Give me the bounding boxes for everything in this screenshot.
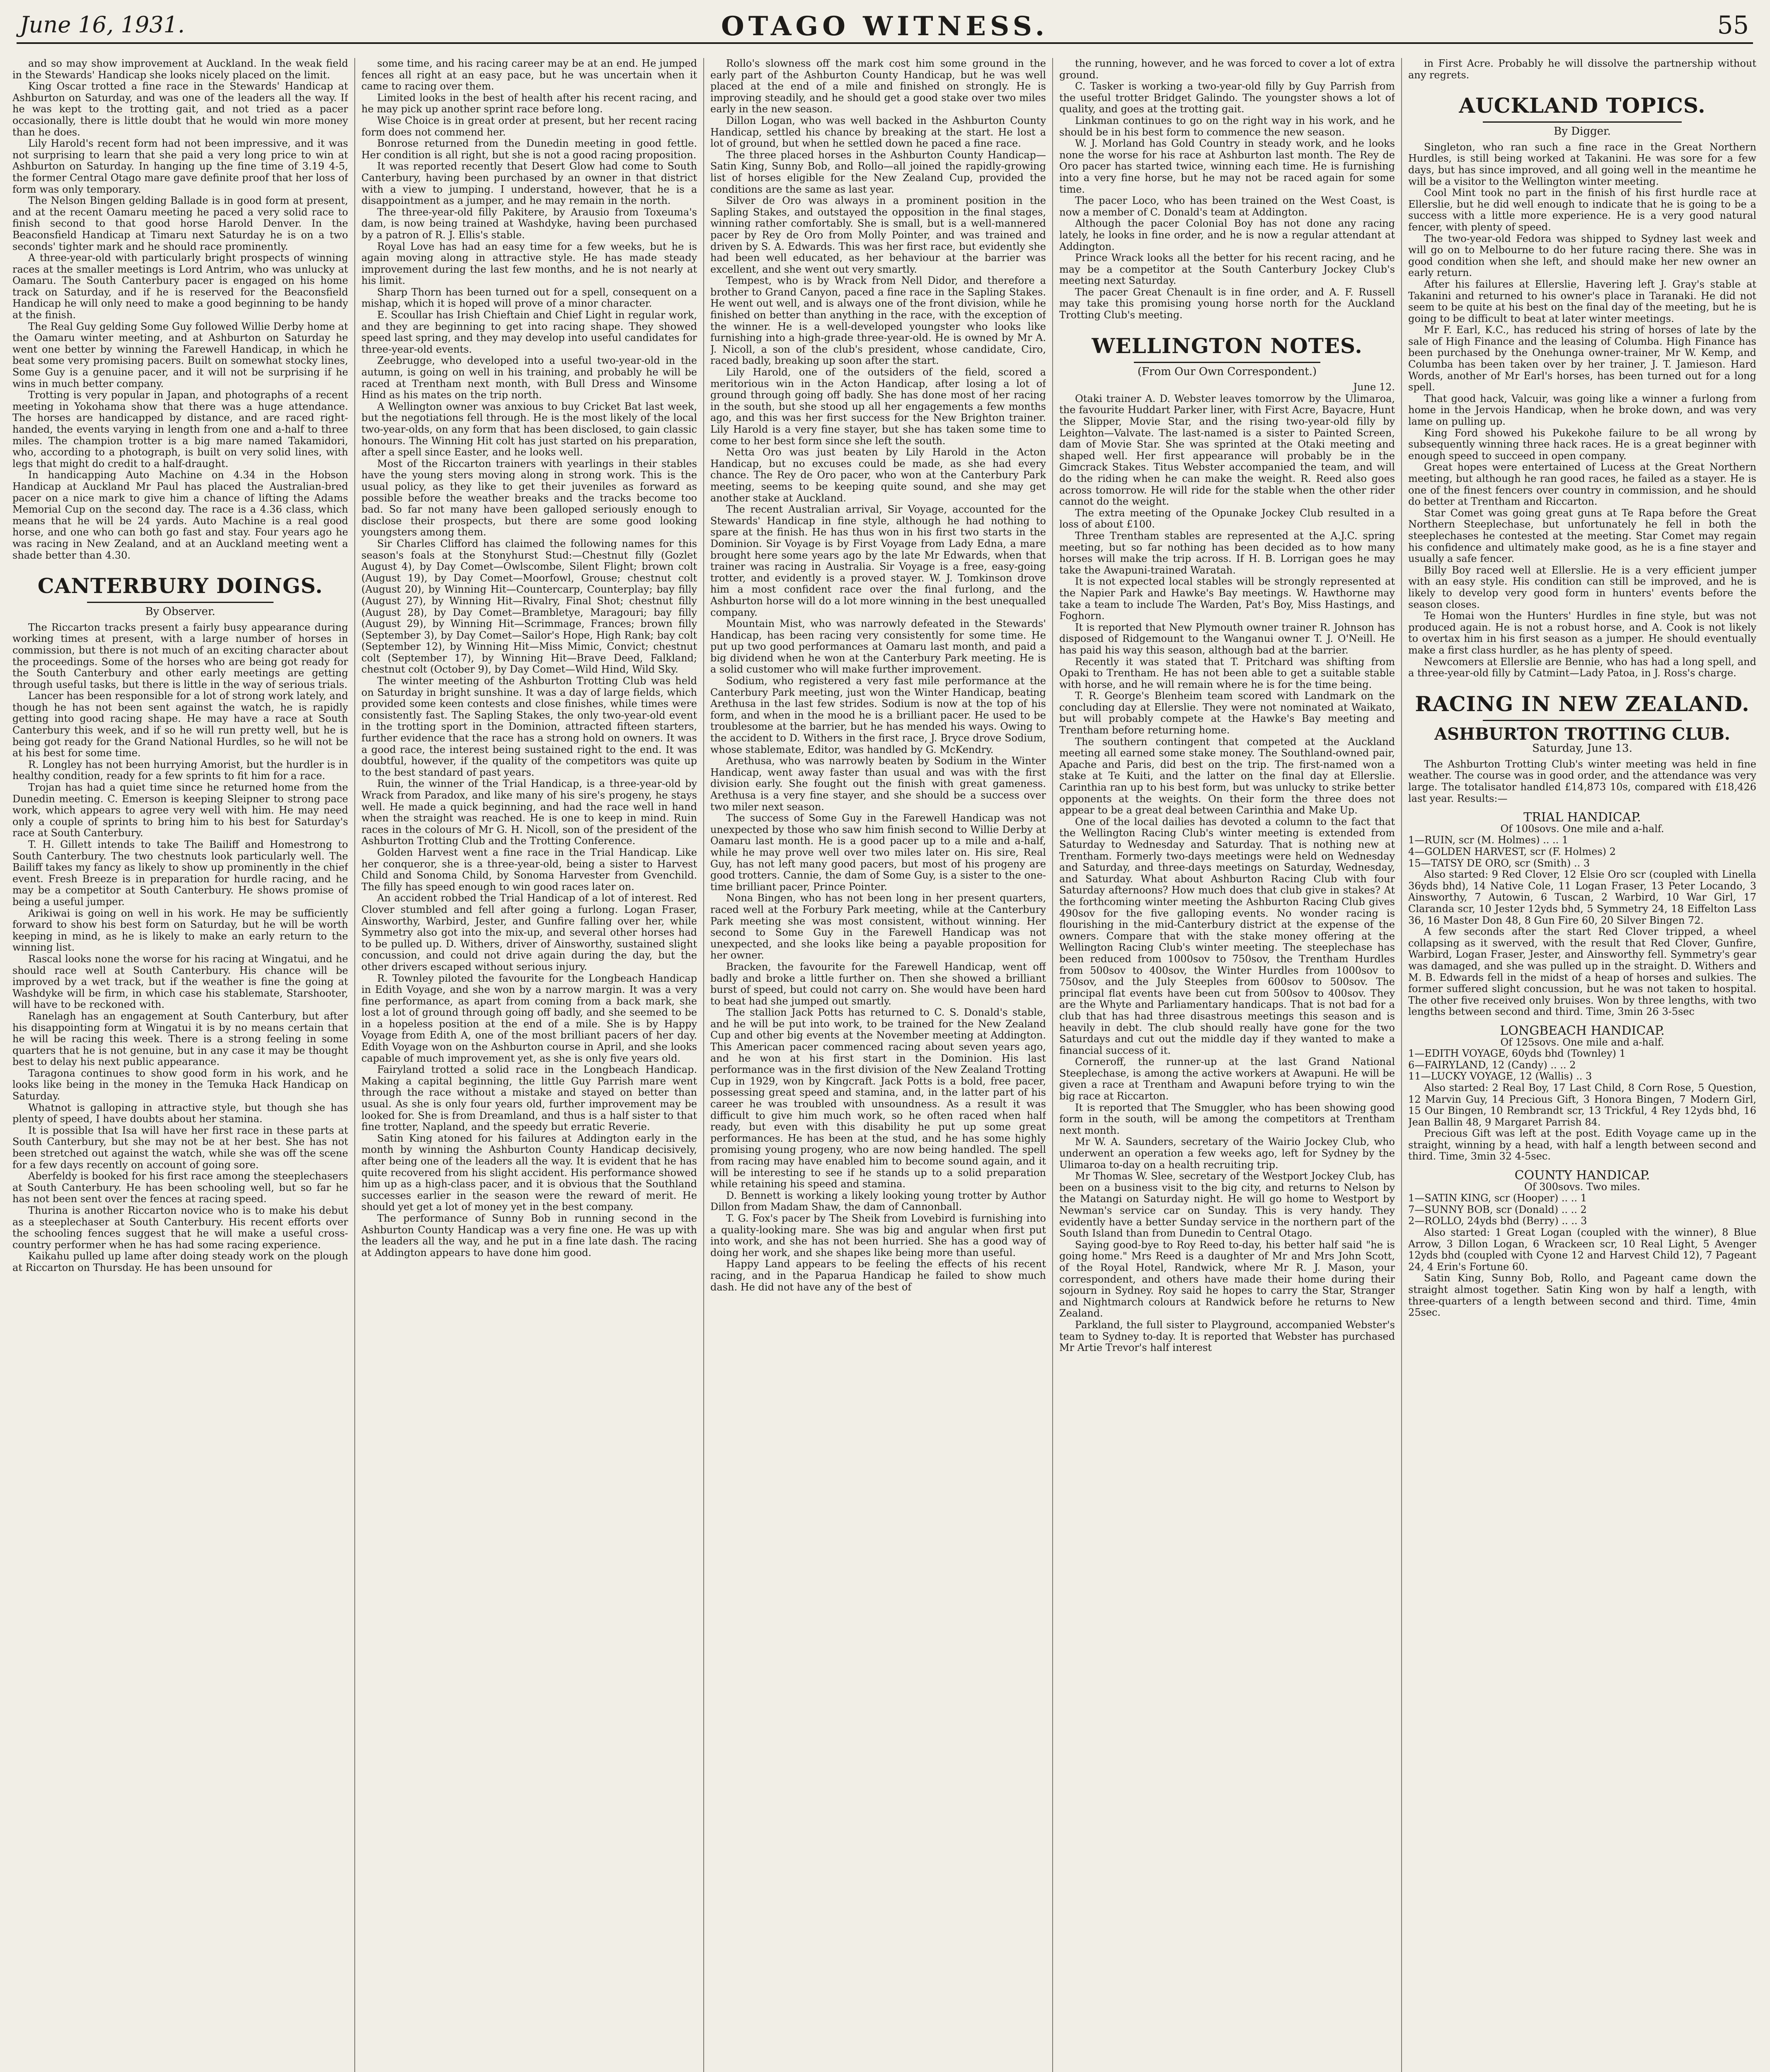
paragraph: Lily Harold, one of the outsiders of the field, scored a meritorious win in the Acton Handicap, after losing a lot of ground through going off badly. She has done most of her racing in the south, but she stood up all her engagements a few months ago, and this was her first success for the New Brighton trainer. Lily Harold is a very fine stayer, but she has taken some time to come to her best form since she left the south. (710, 366, 1046, 447)
paragraph: Trotting is very popular in Japan, and photographs of a recent meeting in Yokohama show that there was a huge attendance. The horses are handicapped by distance, and are raced right-handed, the events varying in length from one and a-half to three miles. The champion trotter is a big mare named Takamidori, who, according to a photograph, is built on very solid lines, with legs that might do credit to a half-draught. (12, 389, 348, 470)
paragraph: Mr W. A. Saunders, secretary of the Wairio Jockey Club, who underwent an operation a few weeks ago, left for Sydney by the Ulimaroa to-day on a health recruiting trip. (1059, 1136, 1395, 1171)
paragraph: It is possible that Isa will have her first race in these parts at South Canterbury, but she may not be at her best. She has not been stretched out against the watch, while she was off the scene for a few days recently on account of going sore. (12, 1124, 348, 1171)
longbeach-title: LONGBEACH HANDICAP. (1500, 1023, 1665, 1038)
county-terms: Of 300sovs. Two miles. (1524, 1181, 1640, 1193)
paragraph: The extra meeting of the Opunake Jockey Club resulted in a loss of about £100. (1059, 507, 1395, 530)
result-line: 7—SUNNY BOB, scr (Donald) .. .. 2 (1408, 1203, 1587, 1215)
paragraph: Most of the Riccarton trainers with yearlings in their stables have the young sters moving along in strong work. This is the usual policy, as they like to get their juveniles as forward as possible before the weather breaks and the tracks become too bad. So far not many have been galloped seriously enough to disclose their prospects, but there are some good looking youngsters among them. (361, 457, 697, 538)
section-heading-wellington: WELLINGTON NOTES. (1092, 333, 1363, 358)
byline-auckland: By Digger. (1554, 125, 1611, 138)
paragraph: C. Tasker is working a two-year-old filly by Guy Parrish from the useful trotter Bridget Galindo. The youngster shows a lot of quality, and goes at the trotting gait. (1059, 80, 1395, 115)
paragraph: Mr F. Earl, K.C., has reduced his string of horses of late by the sale of High Finance and the leasing of Columba. High Finance has been purchased by the Onehunga owner-trainer, Mr W. Kemp, and Columba has been taken over by her trainer, J. T. Jamieson. Hard Words, another of Mr Earl's horses, has been turned out for a long spell. (1408, 324, 1756, 393)
column-rule (703, 58, 704, 2072)
dateline-wellington: June 12. (1353, 381, 1395, 393)
paragraph: Arikiwai is going on well in his work. He may be sufficiently forward to show his best form on Saturday, but he will be worth keeping in mind, as he is likely to make an early return to the winning list. (12, 907, 348, 954)
paragraph: T. G. Fox's pacer by The Sheik from Lovebird is furnishing into a quality-looking mare. She was big and angular when first put into work, and she has not been hurried. She has a good way of doing her work, and she shapes like being more than useful. (710, 1212, 1046, 1259)
byline-wellington: (From Our Own Correspondent.) (1137, 365, 1317, 378)
paragraph: Zeebrugge, who developed into a useful two-year-old in the autumn, is going on well in his training, and probably he will be raced at Trentham next month, with Bull Dress and Winsome Hind as his mates on the trip north. (361, 355, 697, 401)
paragraph: In handicapping Auto Machine on 4.34 in the Hobson Handicap at Auckland Mr Paul has placed the Australian-bred pacer on a nice mark to give him a chance of lifting the Adams Memorial Cup on the second day. The race is a 4.36 class, which means that he will be 24 yards. Auto Machine is a real good horse, and one who can both go fast and stay. Four years ago he was racing in New Zealand, and at an Auckland meeting went a shade better than 4.30. (12, 469, 348, 561)
trial-results (1408, 835, 1756, 869)
paragraph: Linkman continues to go on the right way in his work, and he should be in his best form to commence the new season. (1059, 114, 1395, 138)
paragraph: Bonrose returned from the Dunedin meeting in good fettle. Her condition is all right, but she is not a good racing proposition. (361, 138, 697, 161)
paragraph: The stallion Jack Potts has returned to C. S. Donald's stable, and he will be put into work, to be trained for the New Zealand Cup and other big events at the November meeting at Addington. This American pacer commenced racing about seven years ago, and he won at his first start in the Dominion. His last performance was in the first division of the New Zealand Trotting Cup in 1929, won by Kingcraft. Jack Potts is a bold, free pacer, possessing great speed and stamina, and, in the latter part of his career he was troubled with unsoundness. As a result it was difficult to give him much work, so he often raced when half ready, but even with this disability he put up some great performances. He has been at the stud, and he has some highly promising young progeny, who are now being handled. The spell from racing may have enabled him to become sound again, and it will be interesting to see if he stands up to a solid preparation while retaining his speed and stamina. (710, 1007, 1046, 1190)
result-line: 15—TATSY DE ORO, scr (Smith) .. 3 (1408, 857, 1590, 869)
section-heading-canterbury: CANTERBURY DOINGS. (37, 574, 323, 598)
longbeach-terms: Of 125sovs. One mile and a-half. (1500, 1036, 1664, 1048)
result-line: 11—LUCKY VOYAGE, 12 (Wallis) .. 3 (1408, 1070, 1592, 1082)
paragraph: T. R. George's Blenheim team scored with Landmark on the concluding day at Ellerslie. They were not nominated at Waikato, but will probably compete at the Hawke's Bay meeting and Trentham before returning home. (1059, 690, 1395, 736)
paragraph: Prince Wrack looks all the better for his recent racing, and he may be a competitor at the South Canterbury Jockey Club's meeting next Saturday. (1059, 252, 1395, 287)
paragraph: The success of Some Guy in the Farewell Handicap was not unexpected by those who saw him finish second to Willie Derby at Oamaru last month. He is a good pacer up to a mile and a-half, while he may prove well over two miles later on. His sire, Real Guy, has not left many good pacers, but most of his progeny are good trotters. Cannie, the dam of Some Guy, is a sister to the one-time brilliant pacer, Prince Pointer. (710, 812, 1046, 893)
paragraph: Fairyland trotted a solid race in the Longbeach Handicap. Making a capital beginning, the little Guy Parrish mare went through the race without a mistake and stayed on better than usual. As she is only four years old, further improvement may be looked for. She is from Dreamland, and thus is a half sister to that fine trotter, Napland, and the speedy but erratic Reverie. (361, 1064, 697, 1133)
byline-canterbury: By Observer. (145, 605, 215, 618)
paragraph: R. Longley has not been hurrying Amorist, but the hurdler is in healthy condition, ready for a few sprints to fit him for a race. (12, 758, 348, 782)
paragraph: Corneroff, the runner-up at the last Grand National Steeplechase, is among the active workers at Awapuni. He will be given a race at Trentham and Awapuni before trying to win the big race at Riccarton. (1059, 1056, 1395, 1102)
paragraph: It is not expected local stables will be strongly represented at the Napier Park and Hawke's Bay meetings. W. Hawthorne may take a team to include The Warden, Pat's Boy, Miss Hastings, and Foghorn. (1059, 576, 1395, 622)
paragraph: After his failures at Ellerslie, Havering left J. Gray's stable at Takanini and returned to his owner's place in Taranaki. He did not seem to be quite at his best on the final day of the meeting, but he is going to be difficult to beat at later winter meetings. (1408, 278, 1756, 324)
column-4 (1059, 58, 1395, 2072)
paragraph: Royal Love has had an easy time for a few weeks, but he is again moving along in attractive style. He has made steady improvement during the last few months, and he is not nearly at his limit. (361, 240, 697, 287)
race-date: Saturday, June 13. (1532, 742, 1632, 755)
paragraph: The three placed horses in the Ashburton County Handicap—Satin King, Sunny Bob, and Rollo—all joined the rapidly-growing list of horses eligible for the New Zealand Cup, provided the conditions are the same as last year. (710, 149, 1046, 195)
paragraph: Taragona continues to show good form in his work, and he looks like being in the money in the Temuka Hack Handicap on Saturday. (12, 1067, 348, 1102)
paragraph: The pacer Loco, who has been trained on the West Coast, is now a member of C. Donald's team at Addington. (1059, 195, 1395, 218)
paragraph: Kaikahu pulled up lame after doing steady work on the plough at Riccarton on Thursday. He has been unsound for (12, 1250, 348, 1273)
paragraph: Silver de Oro was always in a prominent position in the Sapling Stakes, and outstayed the opposition in the final stages, winning rather comfortably. She is small, but is a well-mannered pacer by Rey de Oro from Molly Pointer, and was trained and driven by S. A. Edwards. This was her first race, but evidently she had been well educated, as her behaviour at the barrier was excellent, and she went out very smartly. (710, 195, 1046, 275)
longbeach-note: Precious Gift was left at the post. Edith Voyage came up in the straight, winning by a head, with half a length between second and third. Time, 3min 32 4-5sec. (1408, 1128, 1756, 1162)
paragraph: Lily Harold's recent form had not been impressive, and it was not surprising to learn that she paid a very long price to win at Ashburton on Saturday. In hanging up the fine time of 3.19 4-5, the former Central Otago mare gave definite proof that her loss of form was only temporary. (12, 138, 348, 195)
result-line: 2—ROLLO, 24yds bhd (Berry) .. .. 3 (1408, 1215, 1587, 1227)
paragraph: Limited looks in the best of health after his recent racing, and he may pick up another sprint race before long. (361, 92, 697, 115)
paragraph: R. Townley piloted the favourite for the Longbeach Handicap in Edith Voyage, and she won by a narrow margin. It was a very fine performance, as apart from coming from a back mark, she lost a lot of ground through going off badly, and she seemed to be in a hopeless position at the end of a mile. She is by Happy Voyage from Edith A, one of the most brilliant pacers of her day. Edith Voyage won on the Ashburton course in April, and she looks capable of much improvement yet, as she is only five years old. (361, 972, 697, 1064)
newspaper-title: OTAGO WITNESS. (721, 11, 1048, 42)
racing-intro: The Ashburton Trotting Club's winter meeting was held in fine weather. The course was in good order, and the attendance was very large. The totalisator handled £14,873 10s, compared with £18,426 last year. Results:— (1408, 758, 1756, 804)
canterbury-doings-end (1059, 58, 1395, 321)
paragraph: W. J. Morland has Gold Country in steady work, and he looks none the worse for his race at Ashburton last month. The Rey de Oro pacer has started twice, winning each time. He is furnishing into a very fine horse, but he may not be raced again for some time. (1059, 138, 1395, 195)
paragraph: T. H. Gillett intends to take The Bailiff and Homestrong to South Canterbury. The two chestnuts look particularly well. The Bailiff takes my fancy as likely to show up prominently in the chief event. Fresh Breeze is in preparation for hurdle racing, and he may be a competitor at South Canterbury. He shows promise of being a useful jumper. (12, 839, 348, 908)
county-note: Satin King, Sunny Bob, Rollo, and Pageant came down the straight almost together. Satin King won by half a length, with three-quarters of a length between second and third. Time, 4min 25sec. (1408, 1272, 1756, 1319)
paragraph: Great hopes were entertained of Lucess at the Great Northern meeting, but although he ran good races, he failed as a stayer. He is one of the finest fencers over country in commission, and he should do better at Trentham and Riccarton. (1408, 461, 1756, 508)
canterbury-doings-continued-2 (710, 58, 1046, 1293)
paragraph: That good hack, Valcuir, was going like a winner a furlong from home in the Jervois Handicap, when he broke down, and was very lame on pulling up. (1408, 392, 1756, 428)
paragraph: Dillon Logan, who was well backed in the Ashburton County Handicap, settled his chance by breaking at the start. He lost a lot of ground, but when he settled down he paced a fine race. (710, 114, 1046, 150)
column-5 (1408, 58, 1756, 2072)
paragraph: Lancer has been responsible for a lot of strong work lately, and though he has not been sent against the watch, he is rapidly getting into good racing shape. He may have a race at South Canterbury this week, and if so he will run pretty well, but he is being got ready for the Grand National Hurdles, so he will not be at his best for some time. (12, 690, 348, 759)
paragraph: Ruin, the winner of the Trial Handicap, is a three-year-old by Wrack from Paradox, and like many of his sire's progeny, he stays well. He made a quick beginning, and had the race well in hand when the straight was reached. He is one to keep in mind. Ruin races in the colours of Mr G. H. Nicoll, son of the president of the Ashburton Trotting Club and the Trotting Conference. (361, 778, 697, 847)
wellington-notes-body (1059, 393, 1395, 1354)
heading-rule (1483, 720, 1682, 721)
trial-title: TRIAL HANDICAP. (1523, 810, 1641, 825)
wellington-notes-end (1408, 58, 1756, 81)
paragraph: Saying good-bye to Roy Reed to-day, his better half said "he is going home." Mrs Reed is a daughter of Mr and Mrs John Scott, of the Royal Hotel, Randwick, where Mr R. J. Mason, your correspondent, and others have made their home during their sojourn in Sydney. Roy said he hopes to carry the Star, Stranger and Nightmarch colours at Randwick before he returns to New Zealand. (1059, 1239, 1395, 1319)
paragraph: Ranelagh has an engagement at South Canterbury, but after his disappointing form at Wingatui it is by no means certain that he will be racing this week. There is a strong feeling in some quarters that he is not genuine, but in any case it may be thought best to delay his next public appearance. (12, 1010, 348, 1068)
paragraph: Recently it was stated that T. Pritchard was shifting from Opaki to Trentham. He has not been able to get a suitable stable with horse, and he will remain where he is for the time being. (1059, 656, 1395, 690)
canterbury-doings-continued (361, 58, 697, 1259)
paragraph: It was reported recently that Desert Glow had come to South Canterbury, having been purchased by an owner in that district with a view to jumping. I understand, however, that he is a disappointment as a jumper, and he may remain in the north. (361, 160, 697, 207)
paragraph: The southern contingent that competed at the Auckland meeting all earned some stake money. The Southland-owned pair, Apache and Paris, did best on the trip. The first-named won a stake at Te Kuiti, and the latter on the final day at Ellerslie. Carinthia ran up to his best form, but was unlucky to strike better opponents at the weights. On their form the three does not appear to be a great deal between Carinthia and Make Up. (1059, 736, 1395, 816)
paragraph: The pacer Great Chenault is in fine order, and A. F. Russell may take this promising young horse north for the Auckland Trotting Club's meeting. (1059, 286, 1395, 321)
paragraph: A Wellington owner was anxious to buy Cricket Bat last week, but the negotiations fell through. He is the most likely of the local two-year-olds, on any form that has been disclosed, to gain classic honours. The Winning Hit colt has just started on his preparation, after a spell since Easter, and he looks well. (361, 400, 697, 458)
paragraph: King Ford showed his Pukekohe failure to be all wrong by subsequently winning three hack races. He is a great beginner with enough speed to succeed in open company. (1408, 427, 1756, 462)
paragraph: Mr Thomas W. Slee, secretary of the Westport Jockey Club, has been on a business visit to the big city, and returns to Nelson by the Matangi on Saturday night. He will go home to Westport by Newman's service car on Sunday. This is very handy. They evidently have a better Sunday service in the northern part of the South Island than from Dunedin to Central Otago. (1059, 1170, 1395, 1239)
county-title: COUNTY HANDICAP. (1514, 1168, 1650, 1183)
auckland-topics-body (1408, 142, 1756, 679)
paragraph: Sir Charles Clifford has claimed the following names for this season's foals at the Stonyhurst Stud:—Chestnut filly (Gozlet August 4), by Day Comet—Owlscombe, Silent Flight; brown colt (August 19), by Day Comet—Moorfowl, Grouse; chestnut colt (August 20), by Winning Hit—Countercarp, Counterplay; bay filly (August 27), by Winning Hit—Rivalry, Final Shot; chestnut filly (August 28), by Day Comet—Brambletye, Maragouri; bay filly (August 29), by Winning Hit—Scrimmage, Frances; brown filly (September 3), by Day Comet—Sailor's Hope, High Rank; bay colt (September 12), by Winning Hit—Miss Mimic, Convict; chestnut colt (September 17), by Winning Hit—Brave Deed, Falkland; chestnut colt (October 9), by Day Comet—Wild Hind, Wild Sky. (361, 537, 697, 675)
paragraph: The performance of Sunny Bob in running second in the Ashburton County Handicap was a very fine one. He was up with the leaders all the way, and he put in a fine late dash. The racing at Addington appears to have done him good. (361, 1212, 697, 1259)
paragraph: Happy Land appears to be feeling the effects of his recent racing, and in the Paparua Handicap he failed to show much dash. He did not have any of the best of (710, 1258, 1046, 1293)
column-1 (12, 58, 348, 2072)
paragraph: It is reported that The Smuggler, who has been showing good form in the south, will be among the competitors at Trentham next month. (1059, 1101, 1395, 1136)
paragraph: Satin King atoned for his failures at Addington early in the month by winning the Ashburton County Handicap decisively, after being one of the leaders all the way. It is evident that he has quite recovered from his slight accident. His performance showed him up as a high-class pacer, and it is obvious that the Southland successes earlier in the season were the reward of merit. He should yet get a lot of money yet in the best company. (361, 1132, 697, 1213)
paragraph: Rascal looks none the worse for his racing at Wingatui, and he should race well at South Canterbury. His chance will be improved by a wet track, but if the weather is fine the going at Washdyke will be firm, in which case his stablemate, Starshooter, will have to be reckoned with. (12, 953, 348, 1011)
trial-terms: Of 100sovs. One mile and a-half. (1500, 823, 1664, 835)
paragraph: King Oscar trotted a fine race in the Stewards' Handicap at Ashburton on Saturday, and was one of the leaders all the way. If he was kept to the trotting gait, and not tried as a pacer occasionally, there is little doubt that he would win more money than he does. (12, 80, 348, 138)
paragraph: Tempest, who is by Wrack from Nell Didor, and therefore a brother to Grand Canyon, paced a fine race in the Sapling Stakes. He went out well, and is always one of the front division, while he finished on better than anything in the race, with the exception of the winner. He is a well-developed youngster who looks like furnishing into a high-grade three-year-old. He is owned by Mr A. J. Nicoll, a son of the club's president, whose candidate, Ciro, raced badly, breaking up soon after the start. (710, 275, 1046, 367)
paragraph: It is reported that New Plymouth owner trainer R. Johnson has disposed of Ridgemount to the Wanganui owner T. J. O'Neill. He has paid his way this season, although bad at the barrier. (1059, 621, 1395, 656)
club-heading: ASHBURTON TROTTING CLUB. (1434, 724, 1730, 744)
section-heading-auckland: AUCKLAND TOPICS. (1459, 93, 1706, 118)
trial-also: Also started: 9 Red Clover, 12 Elsie Oro scr (coupled with Linella 36yds bhd), 14 Native Cole, 11 Logan Fraser, 13 Peter Locando, 3 Ainsworthy, 7 Autowin, 6 Tuscan, 2 Warbird, 10 War Girl, 17 Claranda scr, 10 Jester 12yds bhd, 5 Symmetry 24, 18 Eiffelton Lass 36, 16 Master Don 48, 8 Gun Fire 60, 20 Silver Bingen 72. (1408, 869, 1756, 926)
paragraph: Singleton, who ran such a fine race in the Great Northern Hurdles, is still being worked at Takanini. He was sore for a few days, but has since improved, and all going well in the meantime he will be a visitor to the Wellington winter meeting. (1408, 141, 1756, 187)
column-rule (354, 58, 355, 2072)
paragraph: E. Scoullar has Irish Chieftain and Chief Light in regular work, and they are beginning to get into racing shape. They showed speed last spring, and they may develop into useful candidates for three-year-old events. (361, 309, 697, 355)
paragraph: Rollo's slowness off the mark cost him some ground in the early part of the Ashburton County Handicap, but he was well placed at the end of a mile and finished on strongly. He is improving steadily, and he should get a good stake over two miles early in the new season. (710, 58, 1046, 115)
paragraph: Thurina is another Riccarton novice who is to make his debut as a steeplechaser at South Canterbury. His recent efforts over the schooling fences suggest that he will make a useful cross-country performer when he has had some racing experience. (12, 1205, 348, 1251)
paragraph: Bracken, the favourite for the Farewell Handicap, went off badly and broke a little further on. Then she showed a brilliant burst of speed, but could not carry on. She would have been hard to beat had she jumped out smartly. (710, 961, 1046, 1007)
trotting-notes-continued (12, 58, 348, 561)
paragraph: Nona Bingen, who has not been long in her present quarters, raced well at the Forbury Park meeting, while at the Canterbury Park meeting she was most consistent, without winning. Her second to Some Guy in the Farewell Handicap was not unexpected, and she looks like being a payable proposition for her owner. (710, 892, 1046, 961)
paragraph: Aberfeldy is booked for his first race among the steeplechasers at South Canterbury. He has been schooling well, but so far he has not been sent over the fences at racing speed. (12, 1170, 348, 1205)
paragraph: Billy Boy raced well at Ellerslie. He is a very efficient jumper with an easy style. His condition can still be improved, and he is likely to develop very good form in hunters' events before the season closes. (1408, 564, 1756, 610)
paragraph: One of the local dailies has devoted a column to the fact that the Wellington Racing Club's winter meeting is extended from Saturday to Wednesday and Saturday. That is nothing new at Trentham. Formerly two-days meetings were held on Wednesday and Saturday, and three-days meetings on Saturday, Wednesday, and Saturday. What about Ashburton Racing Club with four Saturday afternoons? How much does that club give in stakes? At the forthcoming winter meeting the Ashburton Racing Club gives 490sov for the five galloping events. No wonder racing is flourishing in the mid-Canterbury district at the expense of the owners. Compare that with the stake money offering at the Wellington Racing Club's winter meeting. The steeplechase has been reduced from 1000sov to 750sov, the Trentham Hurdles from 500sov to 400sov, the Winter Hurdles from 1000sov to 750sov, and the July Steeples from 600sov to 500sov. The principal flat events have been cut from 500sov to 400sov. They are the Whyte and Parliamentary handicaps. That is not bad for a club that has had three disastrous meetings this season and is heavily in debt. The club should really have gone for the two Saturdays and cut out the middle day if they wanted to make a financial success of it. (1059, 816, 1395, 1056)
paragraph: Golden Harvest went a fine race in the Trial Handicap. Like her conqueror, she is a three-year-old, being a sister to Harvest Child and Sonoma Child, by Sonoma Harvester from Gvenchild. The filly has speed enough to win good races later on. (361, 846, 697, 893)
longbeach-results (1408, 1048, 1756, 1082)
column-3 (710, 58, 1046, 2072)
paragraph: Otaki trainer A. D. Webster leaves tomorrow by the Ulimaroa, the favourite Huddart Parker liner, with First Acre, Bayacre, Hunt the Slipper, Movie Star, and the rising two-year-old filly by Leighton—Valvate. The last-named is a sister to Painted Screen, dam of Movie Star. She was sprinted at the Otaki meeting and shaped well. Her first appearance will probably be in the Gimcrack Stakes. Titus Webster accompanied the team, and will do the riding when he can make the weight. R. Reed also goes across tomorrow. He will ride for the stable when the other rider cannot do the weight. (1059, 392, 1395, 508)
paragraph: An accident robbed the Trial Handicap of a lot of interest. Red Clover stumbled and fell after going a furlong. Logan Fraser, Ainsworthy, Warbird, Jester, and Gunfire falling over her, while Symmetry also got into the mix-up, and several other horses had to be pulled up. D. Withers, driver of Ainsworthy, sustained slight concussion, and could not drive again during the day, but the other drivers escaped without serious injury. (361, 892, 697, 973)
heading-rule (1483, 121, 1682, 123)
result-line: 4—GOLDEN HARVEST, scr (F. Holmes) 2 (1408, 846, 1616, 858)
paragraph: Parkland, the full sister to Playground, accompanied Webster's team to Sydney to-day. It is reported that Webster has purchased Mr Artie Trevor's half interest (1059, 1319, 1395, 1354)
paragraph: Arethusa, who was narrowly beaten by Sodium in the Winter Handicap, went away faster than usual and was with the first division early. She fought out the finish with great gameness. Arethusa is a very fine stayer, and she should be a success over two miler next season. (710, 755, 1046, 813)
section-heading-racing: RACING IN NEW ZEALAND. (1415, 691, 1750, 716)
paragraph: A three-year-old with particularly bright prospects of winning races at the smaller meetings is Lord Antrim, who was unlucky at Oamaru. The South Canterbury pacer is engaged on his home track on Saturday, and if he is reserved for the Beaconsfield Handicap he will only need to make a good beginning to be handy at the finish. (12, 252, 348, 321)
paragraph: Mountain Mist, who was narrowly defeated in the Stewards' Handicap, has been racing very consistently for some time. He put up two good performances at Oamaru last month, and paid a big dividend when he won at the Canterbury Park meeting. He is a solid customer who will make further improvement. (710, 618, 1046, 675)
paragraph: Wise Choice is in great order at present, but her recent racing form does not commend her. (361, 114, 697, 138)
paragraph: in First Acre. Probably he will dissolve the partnership without any regrets. (1408, 58, 1756, 81)
column-rule (1401, 58, 1402, 2072)
column-2 (361, 58, 697, 2072)
paragraph: The winter meeting of the Ashburton Trotting Club was held on Saturday in bright sunshine. It was a day of large fields, which provided some keen contests and close finishes, while times were consistently fast. The Sapling Stakes, the only two-year-old event in the trotting sport in the Dominion, attracted fifteen starters, further evidence that the race has a strong hold on owners. It was a good race, the interest being sustained right to the end. It was doubtful, however, if the quality of the competitors was quite up to the best standard of past years. (361, 675, 697, 778)
paragraph: The Real Guy gelding Some Guy followed Willie Derby home at the Oamaru winter meeting, and at Ashburton on Saturday he went one better by winning the Farewell Handicap, in which he beat some very promising pacers. Built on somewhat stocky lines, Some Guy is a genuine pacer, and it will not be surprising if he wins in much better company. (12, 320, 348, 390)
longbeach-also: Also started: 2 Real Boy, 17 Last Child, 8 Corn Rose, 5 Question, 12 Marvin Guy, 14 Precious Gift, 3 Honora Bingen, 7 Modern Girl, 15 Our Bingen, 10 Rembrandt scr, 13 Trickful, 4 Rey 12yds bhd, 16 Jean Ballin 48, 9 Margaret Parrish 84. (1408, 1082, 1756, 1128)
paragraph: Newcomers at Ellerslie are Bennie, who has had a long spell, and a three-year-old filly by Catmint—Lady Patoa, in J. Ross's charge. (1408, 656, 1756, 679)
paragraph: Star Comet was going great guns at Te Rapa before the Great Northern Steeplechase, but unfortunately he fell in both the steeplechases he contested at the meeting. Star Comet may regain his confidence and ultimately make good, as he is a fine stayer and usually a safe fencer. (1408, 507, 1756, 565)
result-line: 6—FAIRYLAND, 12 (Candy) .. .. 2 (1408, 1059, 1576, 1071)
paragraph: Sharp Thorn has been turned out for a spell, consequent on a mishap, which it is hoped will prove of a minor character. (361, 286, 697, 310)
county-also: Also started: 1 Great Logan (coupled with the winner), 8 Blue Arrow, 3 Dillon Logan, 6 Wrackeen scr, 10 Real Light, 5 Avenger 12yds bhd (coupled with Cyone 12 and Harvest Child 12), 7 Pageant 24, 4 Erin's Fortune 60. (1408, 1227, 1756, 1273)
trial-note: A few seconds after the start Red Clover tripped, a wheel collapsing as it swerved, with the result that Red Clover, Gunfire, Warbird, Logan Fraser, Jester, and Ainsworthy fell. Symmetry's gear was damaged, and she was pulled up in the straight. D. Withers and M. B. Edwards fell in the midst of a heap of horses and sulkies. The former suffered slight concussion, but he was not taken to hospital. The other five received only bruises. Won by three lengths, with two lengths between second and third. Time, 3min 26 3-5sec (1408, 926, 1756, 1018)
paragraph: The three-year-old filly Pakitere, by Arausio from Toxeuma's dam, is now being trained at Washdyke, having been purchased by a patron of R. J. Ellis's stable. (361, 206, 697, 241)
paragraph: Netta Oro was just beaten by Lily Harold in the Acton Handicap, but no excuses could be made, as she had every chance. The Rey de Oro pacer, who won at the Canterbury Park meeting, seems to be keeping quite sound, and she may get another stake at Auckland. (710, 446, 1046, 504)
paragraph: Te Homai won the Hunters' Hurdles in fine style, but was not produced again. He is not a robust horse, and A. Cook is not likely to overtax him in his first season as a jumper. He should eventually make a first class hurdler, as he has plenty of speed. (1408, 610, 1756, 656)
column-rule (1052, 58, 1053, 2072)
paragraph: Although the pacer Colonial Boy has not done any racing lately, he looks in fine order, and he is now a regular attendant at Addington. (1059, 218, 1395, 252)
paragraph: the running, however, and he was forced to cover a lot of extra ground. (1059, 58, 1395, 81)
paragraph: Cool Mint took no part in the finish of his first hurdle race at Ellerslie, but he did well enough to indicate that he is going to be a success with a little more experience. He is a very good natural fencer, with plenty of speed. (1408, 187, 1756, 233)
canterbury-doings-body (12, 622, 348, 1274)
heading-rule (1134, 362, 1320, 363)
page-number: 55 (1717, 11, 1749, 40)
paragraph: Three Trentham stables are represented at the A.J.C. spring meeting, but so far nothing has been decided as to how many horses will make the trip across. If H. B. Lorrigan goes he may take the Awapuni-trained Waratah. (1059, 530, 1395, 576)
masthead (17, 7, 1753, 44)
result-line: 1—EDITH VOYAGE, 60yds bhd (Townley) 1 (1408, 1048, 1626, 1060)
result-line: 1—RUIN, scr (M. Holmes) .. .. 1 (1408, 834, 1569, 846)
paragraph: Trojan has had a quiet time since he returned home from the Dunedin meeting. C. Emerson is keeping Sleipner to strong pace work, which appears to agree very well with him. He may need only a couple of sprints to bring him to his best for Saturday's race at South Canterbury. (12, 782, 348, 839)
result-line: 1—SATIN KING, scr (Hooper) .. .. 1 (1408, 1192, 1587, 1204)
paragraph: The Nelson Bingen gelding Ballade is in good form at present, and at the recent Oamaru meeting he paced a very solid race to finish second to that good horse Harold Denver. In the Beaconsfield Handicap at Timaru next Saturday he is on a two seconds' tighter mark and he should race prominently. (12, 195, 348, 252)
paragraph: D. Bennett is working a likely looking young trotter by Author Dillon from Madam Shaw, the dam of Cannonball. (710, 1189, 1046, 1213)
paragraph: some time, and his racing career may be at an end. He jumped fences all right at an easy pace, but he was uncertain when it came to racing over them. (361, 58, 697, 92)
paragraph: The Riccarton tracks present a fairly busy appearance during working times at present, with a large number of horses in commission, but there is not much of an exciting character about the proceedings. Some of the horses who are being got ready for the South Canterbury and other early meetings are getting through useful tasks, but there is little in the way of serious trials. (12, 621, 348, 690)
paragraph: Sodium, who registered a very fast mile performance at the Canterbury Park meeting, just won the Winter Handicap, beating Arethusa in the last few strides. Sodium is now at the top of his form, and when in the mood he is a brilliant pacer. He used to be troublesome at the barrier, but he has mended his ways. Owing to the accident to D. Withers in the first race, J. Bryce drove Sodium, whose stablemate, Editor, was handled by G. McKendry. (710, 675, 1046, 755)
paragraph: and so may show improvement at Auckland. In the weak field in the Stewards' Handicap she looks nicely placed on the limit. (12, 58, 348, 81)
issue-date: June 16, 1931. (20, 12, 185, 38)
paragraph: The recent Australian arrival, Sir Voyage, accounted for the Stewards' Handicap in fine style, although he had nothing to spare at the finish. He has thus won in his first two starts in the Dominion. Sir Voyage is by First Voyage from Lady Edna, a mare brought here some years ago by the late Mr Edwards, when that trainer was racing in Australia. Sir Voyage is a free, easy-going trotter, and evidently is a proved stayer. W. J. Tomkinson drove him a most confident race over the final furlong, and the Ashburton horse will do a lot more winning in the best unequalled company. (710, 503, 1046, 618)
county-results (1408, 1193, 1756, 1227)
paragraph: Whatnot is galloping in attractive style, but though she has plenty of speed, I have doubts about her stamina. (12, 1101, 348, 1125)
heading-rule (87, 602, 274, 603)
paragraph: The two-year-old Fedora was shipped to Sydney last week and will go on to Melbourne to do her future racing there. She was in good condition when she left, and should make her new owner an early return. (1408, 232, 1756, 279)
